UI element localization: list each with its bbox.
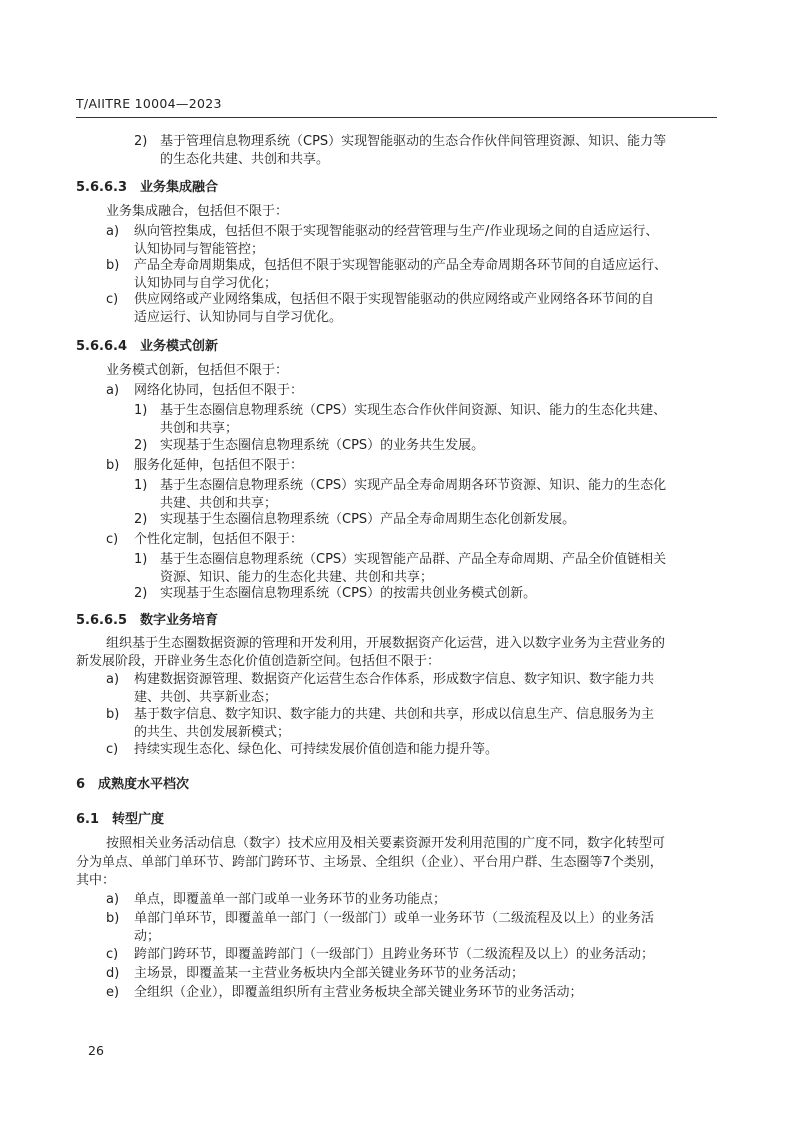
list-item-text: 基于生态圈信息物理系统（CPS）实现产品全寿命周期各环节资源、知识、能力的生态化	[160, 478, 667, 493]
list-item-text: 实现基于生态圈信息物理系统（CPS）的按需共创业务模式创新。	[160, 586, 537, 601]
section-heading: 5.6.6.3 业务集成融合	[76, 180, 218, 195]
list-item-text: 实现基于生态圈信息物理系统（CPS）的业务共生发展。	[160, 438, 485, 453]
list-item-text: 网络化协同，包括但不限于：	[134, 383, 304, 398]
list-marker: c)	[106, 742, 119, 757]
list-marker: e)	[106, 985, 120, 1000]
list-marker: b)	[106, 707, 120, 722]
list-marker: 1)	[134, 403, 148, 418]
list-item-text: 个性化定制，包括但不限于：	[134, 532, 304, 547]
list-marker: a)	[106, 224, 120, 239]
list-item-text: 供应网络或产业网络集成，包括但不限于实现智能驱动的供应网络或产业网络各环节间的自	[134, 292, 655, 307]
list-item-text: 资源、知识、能力的生态化共建、共创和共享；	[160, 570, 434, 585]
document-id-header: T/AIITRE 10004—2023	[76, 96, 222, 111]
paragraph-line: 其中：	[76, 873, 116, 888]
list-item-text: 单部门单环节，即覆盖单一部门（一级部门）或单一业务环节（二级流程及以上）的业务活	[134, 911, 655, 926]
list-item-text: 跨部门跨环节，即覆盖跨部门（一级部门）且跨业务环节（二级流程及以上）的业务活动；	[134, 947, 655, 962]
list-marker: d)	[106, 966, 120, 981]
list-marker: c)	[106, 947, 119, 962]
list-item-text: 构建数据资源管理、数据资产化运营生态合作体系，形成数字信息、数字知识、数字能力共	[134, 672, 655, 687]
list-item-text: 产品全寿命周期集成，包括但不限于实现智能驱动的产品全寿命周期各环节间的自适应运行、	[134, 258, 668, 273]
header-rule	[76, 117, 717, 118]
list-marker: a)	[106, 892, 120, 907]
section-heading: 5.6.6.5 数字业务培育	[76, 613, 218, 628]
list-item-text: 基于生态圈信息物理系统（CPS）实现智能产品群、产品全寿命周期、产品全价值链相关	[160, 552, 667, 567]
page-number: 26	[88, 1043, 104, 1058]
list-marker: 2)	[134, 586, 148, 601]
list-marker: b)	[106, 911, 120, 926]
list-marker: a)	[106, 672, 120, 687]
list-marker: b)	[106, 258, 120, 273]
list-marker: 2)	[134, 438, 148, 453]
list-item-text: 建、共创、共享新业态；	[134, 690, 278, 705]
list-marker: c)	[106, 292, 119, 307]
list-item-text: 认知协同与自学习优化；	[134, 276, 278, 291]
list-item-text: 的共生、共创发展新模式；	[134, 725, 291, 740]
section-heading: 6.1 转型广度	[76, 812, 165, 827]
paragraph-line: 分为单点、单部门单环节、跨部门跨环节、主场景、全组织（企业）、平台用户群、生态圈等7个类别，	[76, 855, 663, 870]
list-marker: 2)	[134, 512, 148, 527]
list-item-text: 基于数字信息、数字知识、数字能力的共建、共创和共享，形成以信息生产、信息服务为主	[134, 707, 655, 722]
list-item-text: 动；	[134, 929, 161, 944]
list-marker: 1)	[134, 552, 148, 567]
list-item-text: 共建、共创和共享；	[160, 496, 278, 511]
list-marker: 1)	[134, 478, 148, 493]
list-item-text: 单点，即覆盖单一部门或单一业务环节的业务功能点；	[134, 892, 447, 907]
section-heading: 5.6.6.4 业务模式创新	[76, 339, 218, 354]
list-item-text: 纵向管控集成，包括但不限于实现智能驱动的经营管理与生产/作业现场之间的自适应运行、	[134, 224, 659, 239]
list-item-text: 全组织（企业），即覆盖组织所有主营业务板块全部关键业务环节的业务活动；	[134, 985, 583, 1000]
list-item-text: 主场景，即覆盖某一主营业务板块内全部关键业务环节的业务活动；	[134, 966, 525, 981]
list-item-text: 基于管理信息物理系统（CPS）实现智能驱动的生态合作伙伴间管理资源、知识、能力等	[160, 134, 667, 149]
paragraph-line: 业务模式创新，包括但不限于：	[106, 363, 289, 378]
list-item-text: 基于生态圈信息物理系统（CPS）实现生态合作伙伴间资源、知识、能力的生态化共建、	[160, 403, 667, 418]
paragraph-line: 新发展阶段，开辟业务生态化价值创造新空间。包括但不限于：	[76, 654, 441, 669]
list-item-text: 实现基于生态圈信息物理系统（CPS）产品全寿命周期生态化创新发展。	[160, 512, 576, 527]
list-marker: c)	[106, 532, 119, 547]
paragraph-line: 按照相关业务活动信息（数字）技术应用及相关要素资源开发利用范围的广度不同，数字化转型可	[106, 836, 666, 851]
list-item-text: 持续实现生态化、绿色化、可持续发展价值创造和能力提升等。	[134, 742, 499, 757]
section-heading: 6 成熟度水平档次	[76, 777, 190, 792]
paragraph-line: 业务集成融合，包括但不限于：	[106, 204, 289, 219]
list-marker: b)	[106, 458, 120, 473]
paragraph-line: 组织基于生态圈数据资源的管理和开发利用，开展数据资产化运营，进入以数字业务为主营业务的	[106, 636, 666, 651]
list-marker: 2)	[134, 134, 148, 149]
list-item-text: 共创和共享；	[160, 421, 239, 436]
list-marker: a)	[106, 383, 120, 398]
list-item-text: 适应运行、认知协同与自学习优化。	[134, 310, 343, 325]
list-item-text: 服务化延伸，包括但不限于：	[134, 458, 304, 473]
list-item-text: 的生态化共建、共创和共享。	[160, 152, 330, 167]
list-item-text: 认知协同与智能管控；	[134, 242, 265, 257]
